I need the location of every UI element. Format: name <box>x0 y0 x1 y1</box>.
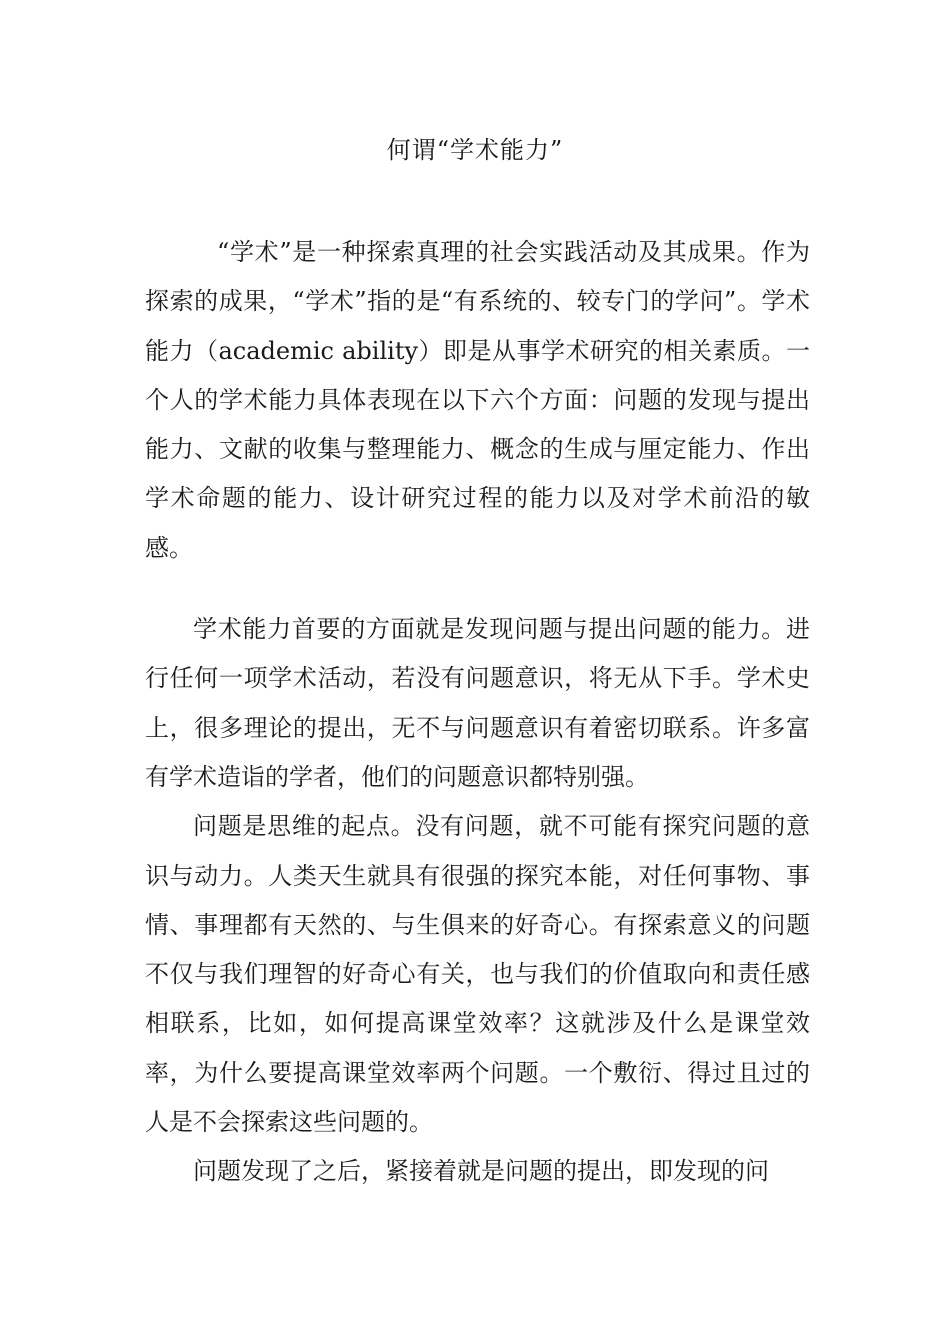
paragraph-problem-raising: 问题发现了之后，紧接着就是问题的提出，即发现的问 <box>193 1157 769 1186</box>
paragraph-thinking-origin: 问题是思维的起点。没有问题，就不可能有探究问题的意识与动力。人类天生就具有很强的探究本能，对任何事物、事情、事理都有天然的、与生俱来的好奇心。有探索意义的问题不仅与我们理智的好奇心有关，也与我们的价值取向和责任感相联系，比如，如何提高课堂效率？这就涉及什么是课堂效率，为什么要提高课堂效率两个问题。一个敷衍、得过且过的人是不会探索这些问题的。 <box>145 812 810 1137</box>
paragraph-problem-awareness: 学术能力首要的方面就是发现问题与提出问题的能力。进行任何一项学术活动，若没有问题意识，将无从下手。学术史上，很多理论的提出，无不与问题意识有着密切联系。许多富有学术造诣的学者，他们的问题意识都特别强。 <box>145 615 810 791</box>
paragraph-academic-definition: “学术”是一种探索真理的社会实践活动及其成果。作为探索的成果，“学术”指的是“有系统的、较专门的学问”。学术能力（academic ability）即是从事学术研究的相关素质。一个人的学术能力具体表现在以下六个方面：问题的发现与提出能力、文献的收集与整理能力、概念的生成与厘定能力、作出学术命题的能力、设计研究过程的能力以及对学术前沿的敏感。 <box>145 238 810 562</box>
document-body <box>145 228 810 1197</box>
document-title: 何谓“学术能力” <box>386 136 564 164</box>
